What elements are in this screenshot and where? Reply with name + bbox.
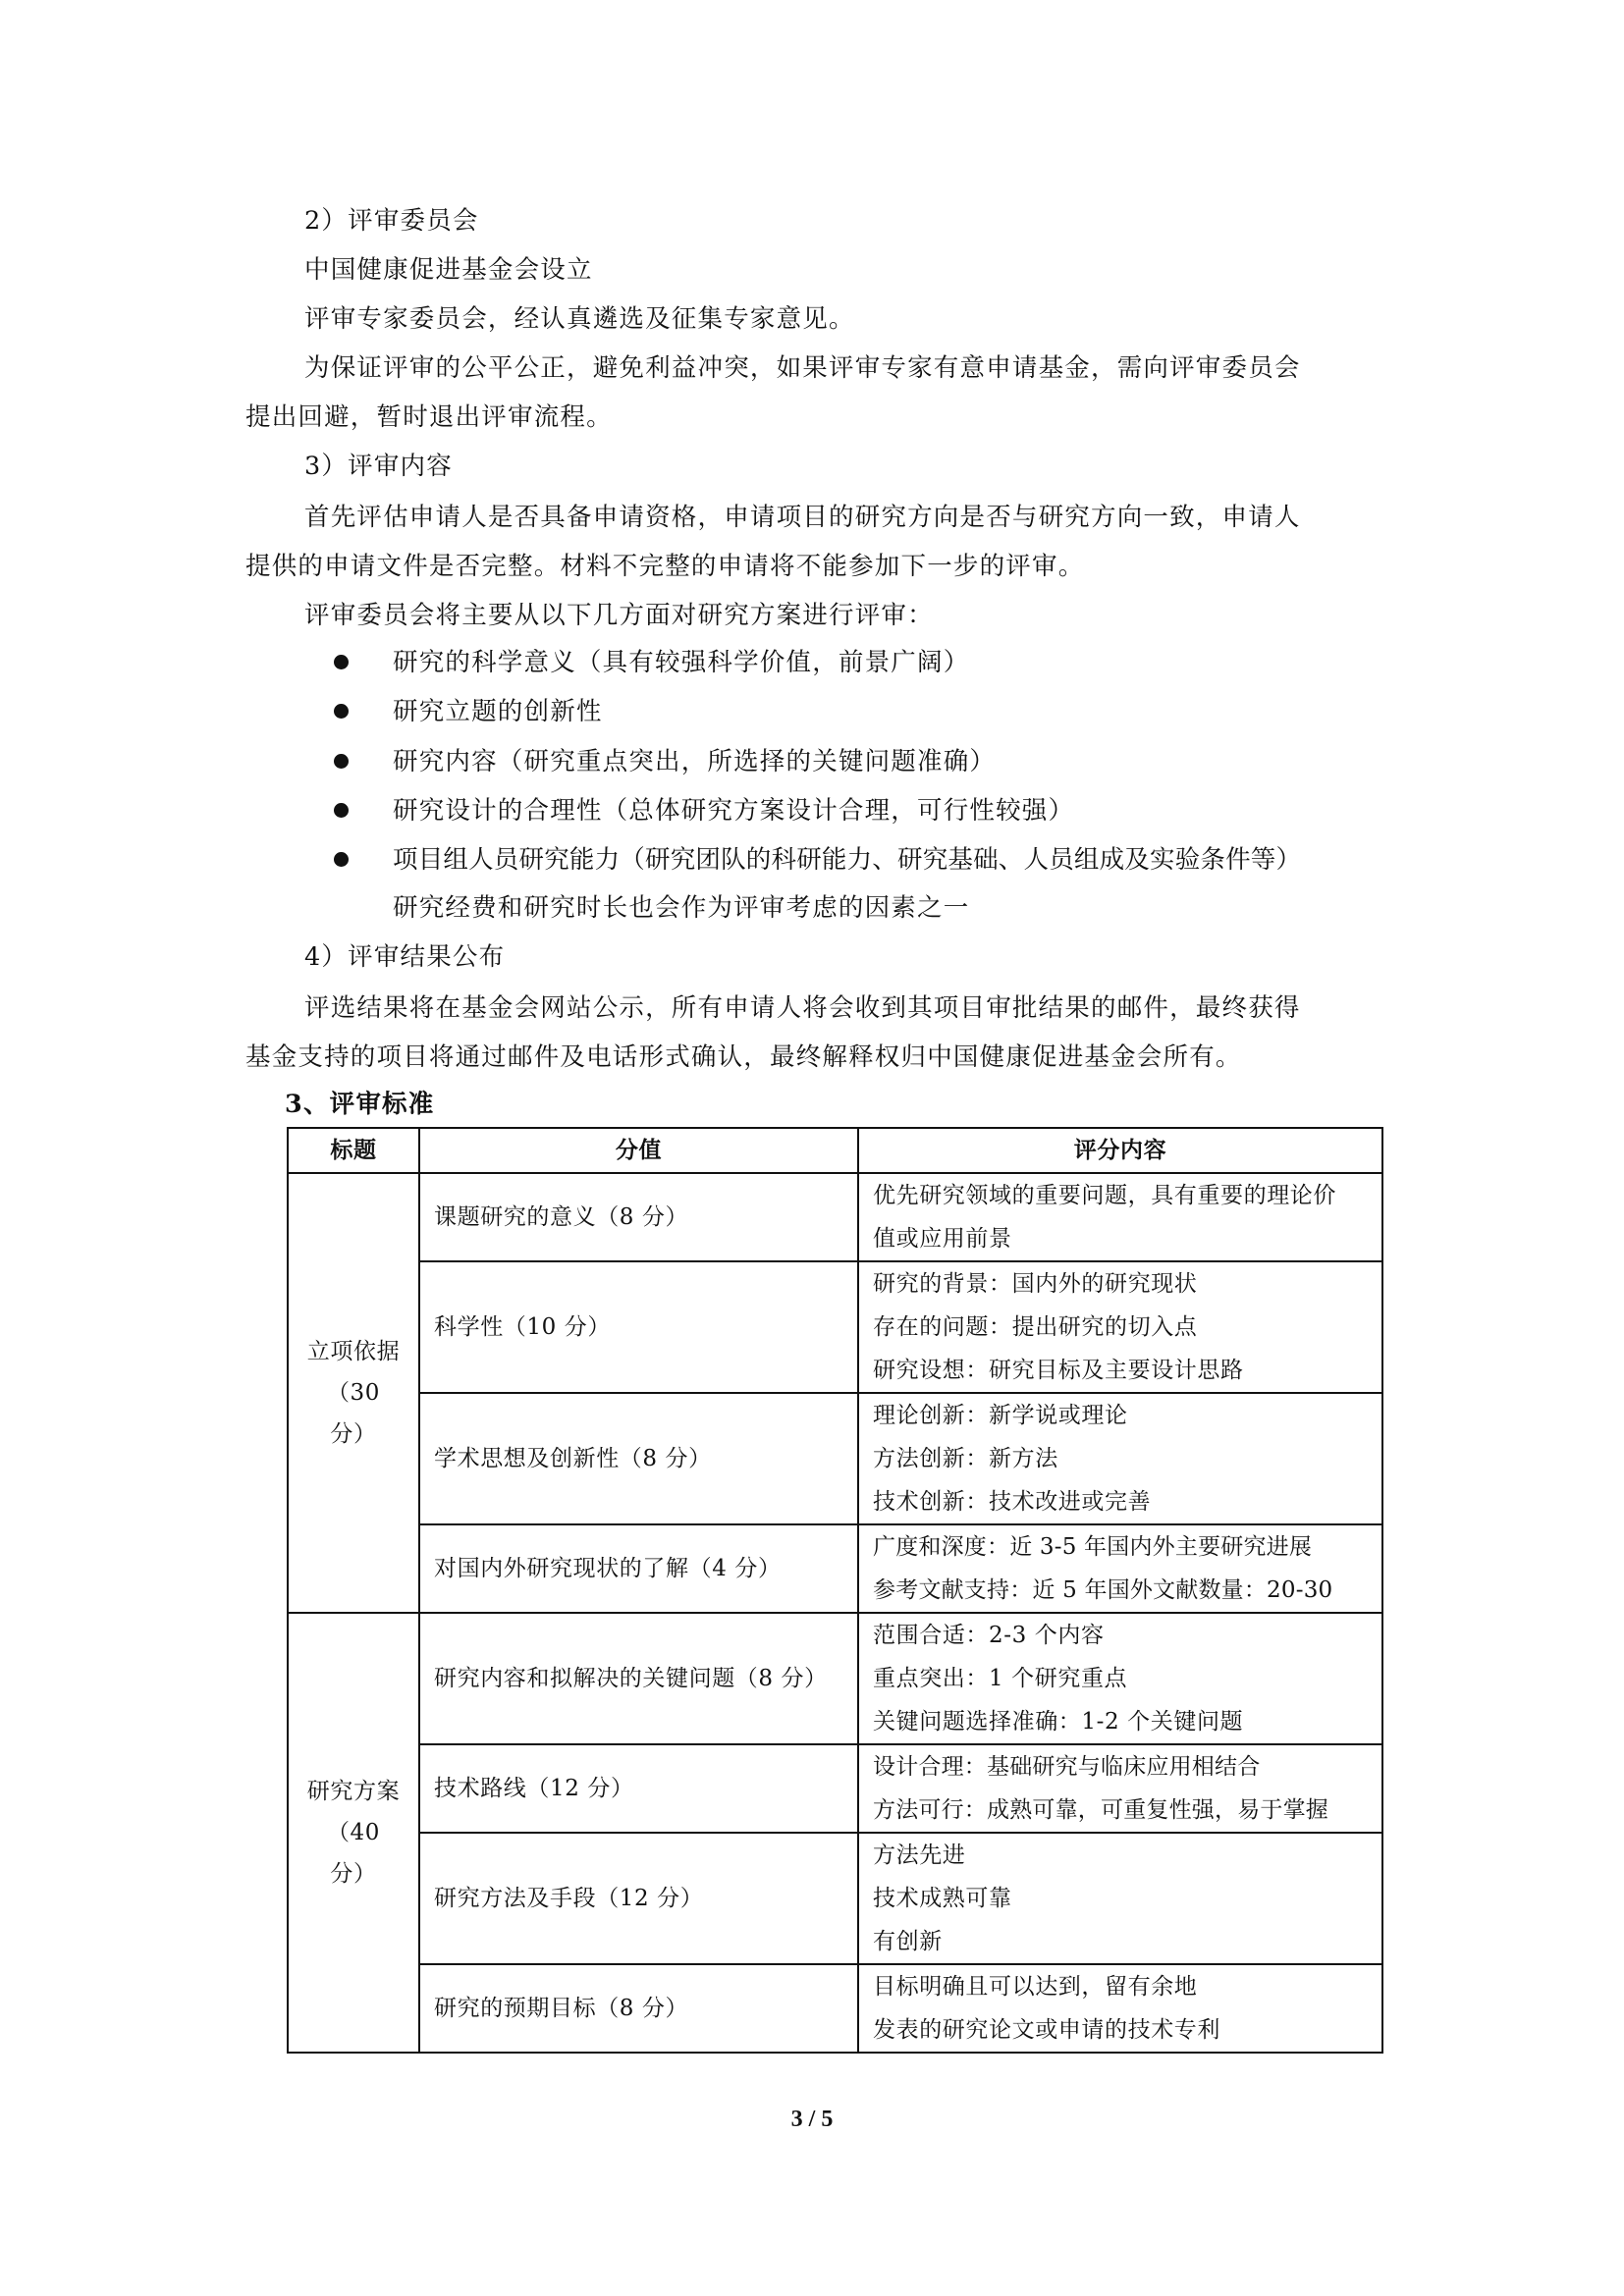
detail-line: 发表的研究论文或申请的技术专利 xyxy=(873,2017,1220,2043)
item-cell: 技术路线（12 分） xyxy=(419,1744,858,1833)
table-header-row xyxy=(288,1128,1382,1173)
column-header-content: 评分内容 xyxy=(858,1128,1382,1173)
column-header-title: 标题 xyxy=(288,1128,419,1173)
column-header-score: 分值 xyxy=(419,1128,858,1173)
category-cell xyxy=(288,1173,419,1613)
list-item-text: 研究设计的合理性（总体研究方案设计合理，可行性较强） xyxy=(393,796,1075,826)
detail-cell xyxy=(858,1524,1382,1613)
section-heading-review-content: 3）评审内容 xyxy=(304,452,453,481)
table-row xyxy=(288,1613,1382,1744)
detail-line: 目标明确且可以达到，留有余地 xyxy=(873,1974,1198,2000)
item-cell: 对国内外研究现状的了解（4 分） xyxy=(419,1524,858,1613)
detail-line: 方法可行：成熟可靠，可重复性强，易于掌握 xyxy=(873,1797,1328,1823)
detail-line: 研究设想：研究目标及主要设计思路 xyxy=(873,1358,1244,1383)
table-row xyxy=(288,1744,1382,1833)
detail-line: 研究的背景：国内外的研究现状 xyxy=(873,1271,1198,1297)
bullet-icon xyxy=(334,754,349,769)
table-row xyxy=(288,1964,1382,2053)
detail-line: 参考文献支持：近 5 年国外文献数量：20-30 xyxy=(873,1577,1333,1603)
detail-cell xyxy=(858,1964,1382,2053)
detail-line: 重点突出：1 个研究重点 xyxy=(873,1666,1128,1691)
paragraph: 评审专家委员会，经认真遴选及征集专家意见。 xyxy=(304,304,855,334)
category-cell xyxy=(288,1613,419,2053)
category-label: 立项依据 xyxy=(306,1339,401,1364)
detail-line: 范围合适：2-3 个内容 xyxy=(873,1623,1105,1648)
paragraph-line: 基金支持的项目将通过邮件及电话形式确认，最终解释权归中国健康促进基金会所有。 xyxy=(245,1042,1242,1072)
detail-line: 技术成熟可靠 xyxy=(873,1886,1012,1911)
bullet-icon xyxy=(334,852,349,867)
bullet-icon xyxy=(334,655,349,669)
item-cell: 研究的预期目标（8 分） xyxy=(419,1964,858,2053)
table-row xyxy=(288,1261,1382,1393)
detail-line: 优先研究领域的重要问题，具有重要的理论价 xyxy=(873,1183,1336,1208)
list-item-text: 研究内容（研究重点突出，所选择的关键问题准确） xyxy=(393,747,997,776)
detail-line: 理论创新：新学说或理论 xyxy=(873,1403,1128,1428)
paragraph-line: 为保证评审的公平公正，避免利益冲突，如果评审专家有意申请基金，需向评审委员会 xyxy=(304,353,1301,383)
detail-line: 广度和深度：近 3-5 年国内外主要研究进展 xyxy=(873,1534,1313,1560)
detail-line: 设计合理：基础研究与临床应用相结合 xyxy=(873,1754,1261,1780)
detail-line: 方法创新：新方法 xyxy=(873,1446,1058,1471)
table-row xyxy=(288,1393,1382,1524)
detail-line: 有创新 xyxy=(873,1929,943,1954)
detail-cell xyxy=(858,1393,1382,1524)
detail-cell xyxy=(858,1833,1382,1964)
detail-line: 关键问题选择准确：1-2 个关键问题 xyxy=(873,1709,1244,1735)
detail-cell xyxy=(858,1613,1382,1744)
paragraph-line: 提出回避，暂时退出评审流程。 xyxy=(245,402,613,432)
paragraph-line: 首先评估申请人是否具备申请资格，申请项目的研究方向是否与研究方向一致，申请人 xyxy=(304,503,1301,532)
list-item-text: 研究的科学意义（具有较强科学价值，前景广阔） xyxy=(393,648,970,677)
detail-cell xyxy=(858,1173,1382,1261)
item-cell: 研究内容和拟解决的关键问题（8 分） xyxy=(419,1613,858,1744)
bullet-icon xyxy=(334,803,349,818)
detail-cell xyxy=(858,1744,1382,1833)
paragraph-line: 提供的申请文件是否完整。材料不完整的申请将不能参加下一步的评审。 xyxy=(245,552,1085,581)
category-label: 研究方案 xyxy=(306,1779,401,1804)
detail-line: 技术创新：技术改进或完善 xyxy=(873,1489,1152,1515)
detail-cell xyxy=(858,1261,1382,1393)
table-row xyxy=(288,1524,1382,1613)
category-points: （40 xyxy=(326,1820,381,1845)
detail-line: 存在的问题：提出研究的切入点 xyxy=(873,1314,1198,1340)
item-cell: 研究方法及手段（12 分） xyxy=(419,1833,858,1964)
item-cell: 学术思想及创新性（8 分） xyxy=(419,1393,858,1524)
paragraph-line: 评选结果将在基金会网站公示，所有申请人将会收到其项目审批结果的邮件，最终获得 xyxy=(304,993,1301,1023)
table-row xyxy=(288,1833,1382,1964)
section-heading-results: 4）评审结果公布 xyxy=(304,942,506,972)
paragraph: 中国健康促进基金会设立 xyxy=(304,255,593,285)
paragraph: 评审委员会将主要从以下几方面对研究方案进行评审： xyxy=(304,601,934,630)
section-heading-review-committee: 2）评审委员会 xyxy=(304,206,479,236)
list-item-text: 研究立题的创新性 xyxy=(393,697,603,726)
detail-line: 值或应用前景 xyxy=(873,1226,1012,1252)
category-points: （30 xyxy=(326,1380,381,1406)
item-cell: 科学性（10 分） xyxy=(419,1261,858,1393)
detail-line: 方法先进 xyxy=(873,1842,966,1868)
page-number: 3 / 5 xyxy=(790,2107,834,2132)
list-continuation-text: 研究经费和研究时长也会作为评审考虑的因素之一 xyxy=(393,893,970,923)
category-points-unit: 分） xyxy=(330,1861,377,1887)
list-item-text: 项目组人员研究能力（研究团队的科研能力、研究基础、人员组成及实验条件等） xyxy=(393,845,1302,875)
scoring-table xyxy=(287,1127,1383,2054)
table-row xyxy=(288,1173,1382,1261)
item-cell: 课题研究的意义（8 分） xyxy=(419,1173,858,1261)
bullet-icon xyxy=(334,704,349,719)
section-title-review-standards: 3、评审标准 xyxy=(285,1090,435,1119)
category-points-unit: 分） xyxy=(330,1421,377,1447)
